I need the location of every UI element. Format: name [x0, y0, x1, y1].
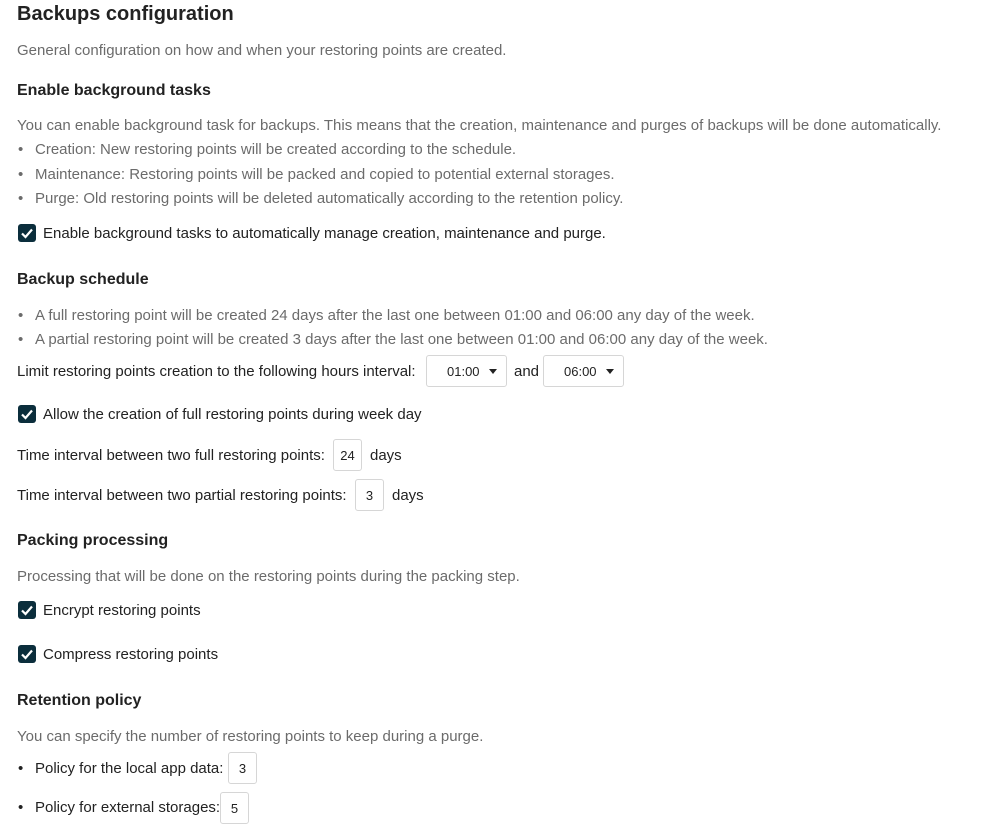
start-hour-value: 01:00 — [447, 364, 480, 379]
end-hour-select[interactable] — [543, 355, 624, 387]
page-title: Backups configuration — [17, 3, 234, 25]
bullet-icon: • — [18, 331, 24, 348]
page-description: General configuration on how and when your restoring points are created. — [17, 42, 507, 59]
compress-checkbox[interactable] — [18, 645, 36, 663]
bullet-icon: • — [18, 307, 24, 324]
local-policy-input[interactable] — [228, 752, 257, 784]
encrypt-label[interactable]: Encrypt restoring points — [43, 602, 201, 619]
weekday-checkbox[interactable] — [18, 405, 36, 423]
compress-label[interactable]: Compress restoring points — [43, 646, 219, 663]
full-interval-unit: days — [370, 447, 402, 464]
packing-intro: Processing that will be done on the restoring points during the packing step. — [17, 568, 520, 585]
local-policy-label: Policy for the local app data: — [35, 760, 224, 777]
full-interval-input[interactable] — [333, 439, 362, 471]
hours-interval-label: Limit restoring points creation to the following hours interval: — [17, 363, 416, 380]
bullet-icon: • — [18, 760, 24, 777]
partial-interval-label: Time interval between two partial restoring points: — [17, 487, 347, 504]
backup-schedule-heading: Backup schedule — [17, 271, 149, 288]
bullet-icon: • — [18, 166, 24, 183]
checkmark-icon — [20, 226, 34, 240]
enable-background-tasks-checkbox[interactable] — [18, 224, 36, 242]
weekday-label[interactable]: Allow the creation of full restoring points during week day — [43, 406, 422, 423]
full-interval-label: Time interval between two full restoring points: — [17, 447, 325, 464]
and-label: and — [514, 363, 540, 380]
retention-intro: You can specify the number of restoring points to keep during a purge. — [17, 728, 484, 745]
background-tasks-intro: You can enable background task for backups. This means that the creation, maintenance and purges of backups will be done automatically. — [17, 117, 942, 134]
external-policy-label: Policy for external storages: — [35, 799, 221, 816]
retention-heading: Retention policy — [17, 692, 142, 709]
enable-background-tasks-label[interactable]: Enable background tasks to automatically manage creation, maintenance and purge. — [43, 225, 606, 242]
bullet-icon: • — [18, 190, 24, 207]
checkmark-icon — [20, 647, 34, 661]
partial-interval-input[interactable] — [355, 479, 384, 511]
packing-heading: Packing processing — [17, 532, 169, 549]
bullet-icon: • — [18, 799, 24, 816]
encrypt-checkbox[interactable] — [18, 601, 36, 619]
end-hour-value: 06:00 — [564, 364, 597, 379]
partial-interval-unit: days — [392, 487, 424, 504]
bullet-icon: • — [18, 141, 24, 158]
checkmark-icon — [20, 603, 34, 617]
external-policy-input[interactable] — [220, 792, 249, 824]
checkmark-icon — [20, 407, 34, 421]
start-hour-select[interactable] — [426, 355, 507, 387]
caret-down-icon — [606, 369, 614, 374]
background-tasks-heading: Enable background tasks — [17, 82, 211, 99]
caret-down-icon — [489, 369, 497, 374]
